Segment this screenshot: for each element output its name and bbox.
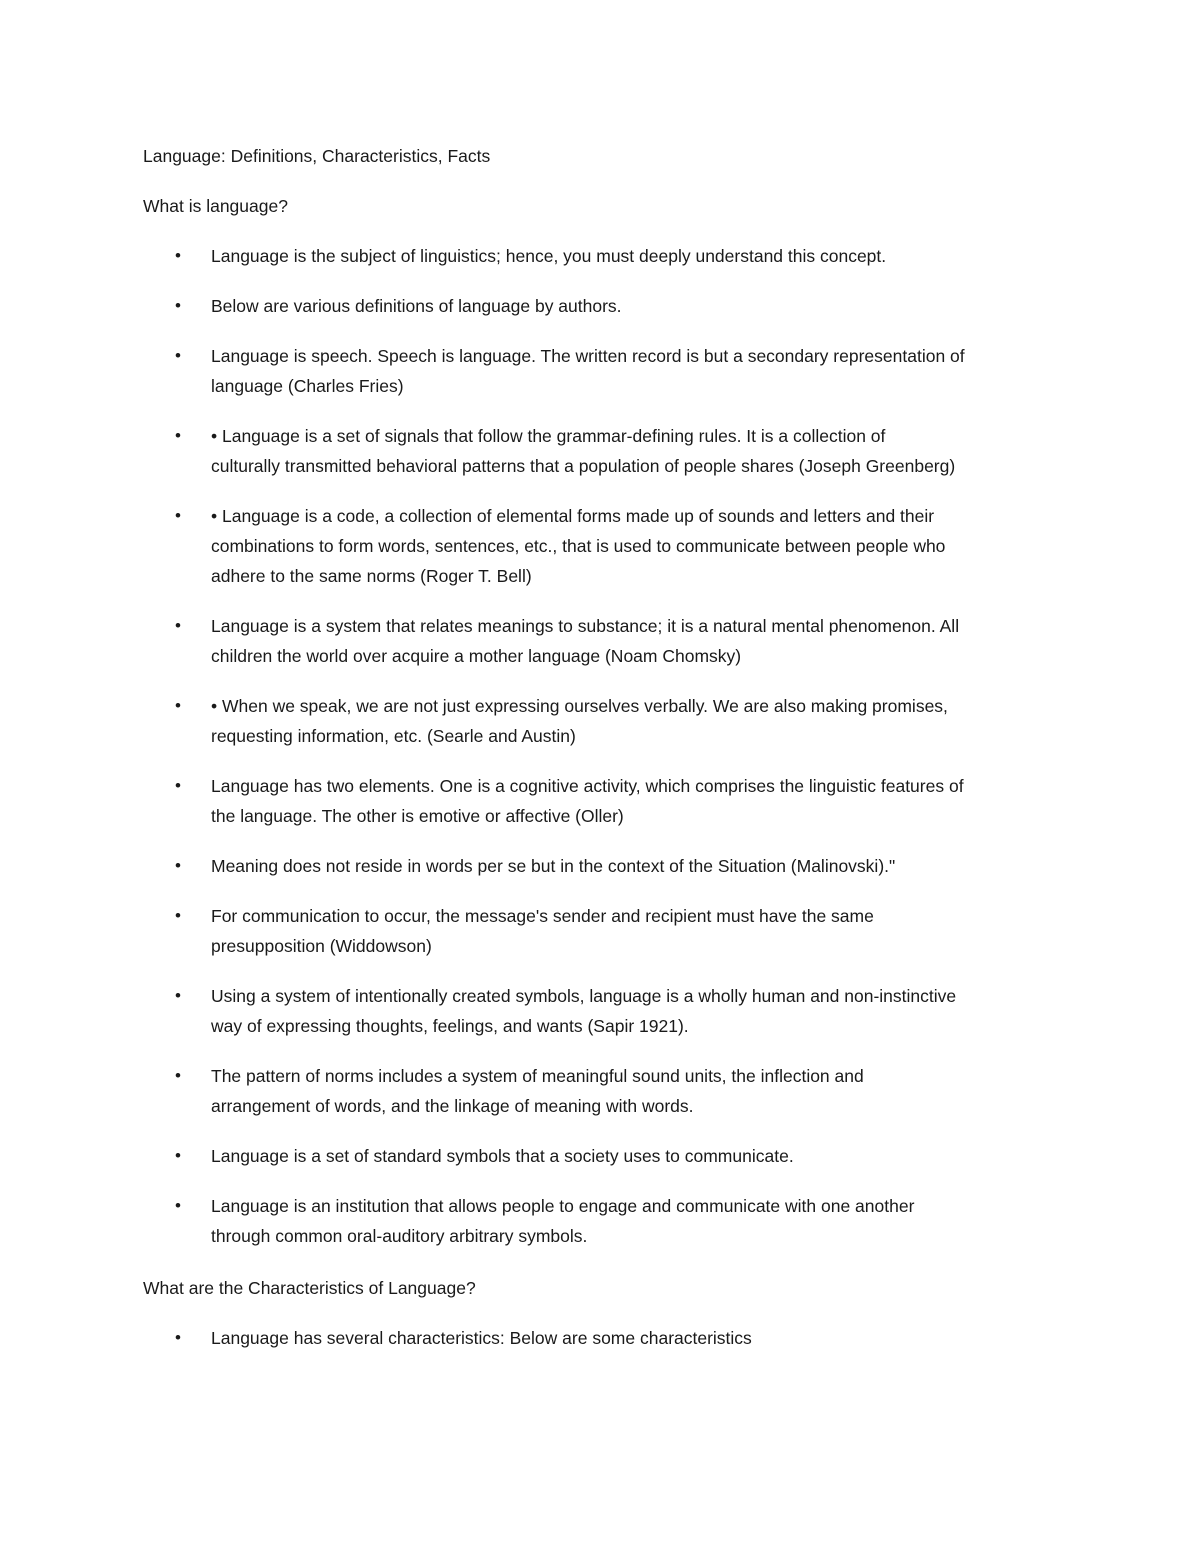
list-item-text-line: adhere to the same norms (Roger T. Bell): [211, 566, 532, 586]
list-item: [143, 1191, 1073, 1251]
bullet-icon: •: [175, 296, 181, 315]
bullet-icon: •: [175, 986, 181, 1005]
bullet-icon: •: [175, 776, 181, 795]
list-item-text-line: requesting information, etc. (Searle and Austin): [211, 726, 576, 746]
bullet-icon: •: [175, 506, 181, 525]
list-item: [143, 1141, 1073, 1171]
list-item: [143, 421, 1073, 481]
list-item-text-line: • Language is a set of signals that follow the grammar-defining rules. It is a collection of: [211, 426, 886, 446]
bullet-icon: •: [175, 426, 181, 445]
list-item-text-line: Language is a system that relates meanings to substance; it is a natural mental phenomenon. All: [211, 616, 960, 636]
list-item: [143, 771, 1073, 831]
list-item: [143, 691, 1073, 751]
bullet-icon: •: [175, 616, 181, 635]
bullet-icon: •: [175, 696, 181, 715]
list-item: [143, 241, 1073, 271]
list-item: [143, 1061, 1073, 1121]
list-item: [143, 901, 1073, 961]
document-title: Language: Definitions, Characteristics, Facts: [143, 146, 491, 166]
list-item-text-line: the language. The other is emotive or affective (Oller): [211, 806, 624, 826]
list-item-text-line: combinations to form words, sentences, etc., that is used to communicate between people who: [211, 536, 946, 556]
bullet-icon: •: [175, 1146, 181, 1165]
list-item-text-line: arrangement of words, and the linkage of meaning with words.: [211, 1096, 694, 1116]
list-item-text-line: Language is a set of standard symbols that a society uses to communicate.: [211, 1146, 794, 1166]
list-item: [143, 981, 1073, 1041]
list-item-text-line: The pattern of norms includes a system of meaningful sound units, the inflection and: [211, 1066, 864, 1086]
bullet-icon: •: [175, 246, 181, 265]
list-item: [143, 291, 1073, 321]
list-item-text-line: Language has two elements. One is a cognitive activity, which comprises the linguistic features of: [211, 776, 964, 796]
list-item: [143, 341, 1073, 401]
list-item-text-line: presupposition (Widdowson): [211, 936, 432, 956]
list-item-text-line: Language is an institution that allows people to engage and communicate with one another: [211, 1196, 915, 1216]
list-item-text-line: language (Charles Fries): [211, 376, 404, 396]
list-item-text-line: Using a system of intentionally created symbols, language is a wholly human and non-instinctive: [211, 986, 957, 1006]
bullet-icon: •: [175, 856, 181, 875]
bullet-icon: •: [175, 906, 181, 925]
list-item-text-line: through common oral-auditory arbitrary symbols.: [211, 1226, 588, 1246]
list-item: [143, 501, 1073, 591]
bullet-icon: •: [175, 1196, 181, 1215]
list-item-text-line: culturally transmitted behavioral patterns that a population of people shares (Joseph Greenberg): [211, 456, 956, 476]
list-item-text-line: Language is the subject of linguistics; hence, you must deeply understand this concept.: [211, 246, 887, 266]
list-item-text-line: way of expressing thoughts, feelings, and wants (Sapir 1921).: [211, 1016, 689, 1036]
list-item-text-line: • When we speak, we are not just expressing ourselves verbally. We are also making promises,: [211, 696, 948, 716]
list-item: [143, 851, 1073, 881]
list-item: [143, 611, 1073, 671]
characteristics-list: [143, 1323, 1073, 1353]
list-item: [143, 1323, 1073, 1353]
list-item-text-line: Meaning does not reside in words per se but in the context of the Situation (Malinovski).": [211, 856, 896, 876]
list-item-text-line: Language is speech. Speech is language. The written record is but a secondary representation of: [211, 346, 965, 366]
section-heading-what-is-language: What is language?: [143, 196, 288, 216]
list-item-text-line: For communication to occur, the message's sender and recipient must have the same: [211, 906, 874, 926]
list-item-text-line: • Language is a code, a collection of elemental forms made up of sounds and letters and their: [211, 506, 935, 526]
bullet-icon: •: [175, 1066, 181, 1085]
bullet-icon: •: [175, 1328, 181, 1347]
list-item-text-line: Below are various definitions of language by authors.: [211, 296, 622, 316]
section-heading-characteristics: What are the Characteristics of Language?: [143, 1278, 476, 1298]
list-item-text-line: children the world over acquire a mother language (Noam Chomsky): [211, 646, 742, 666]
definitions-list: [143, 241, 1073, 1251]
list-item-text-line: Language has several characteristics: Below are some characteristics: [211, 1328, 752, 1348]
bullet-icon: •: [175, 346, 181, 365]
